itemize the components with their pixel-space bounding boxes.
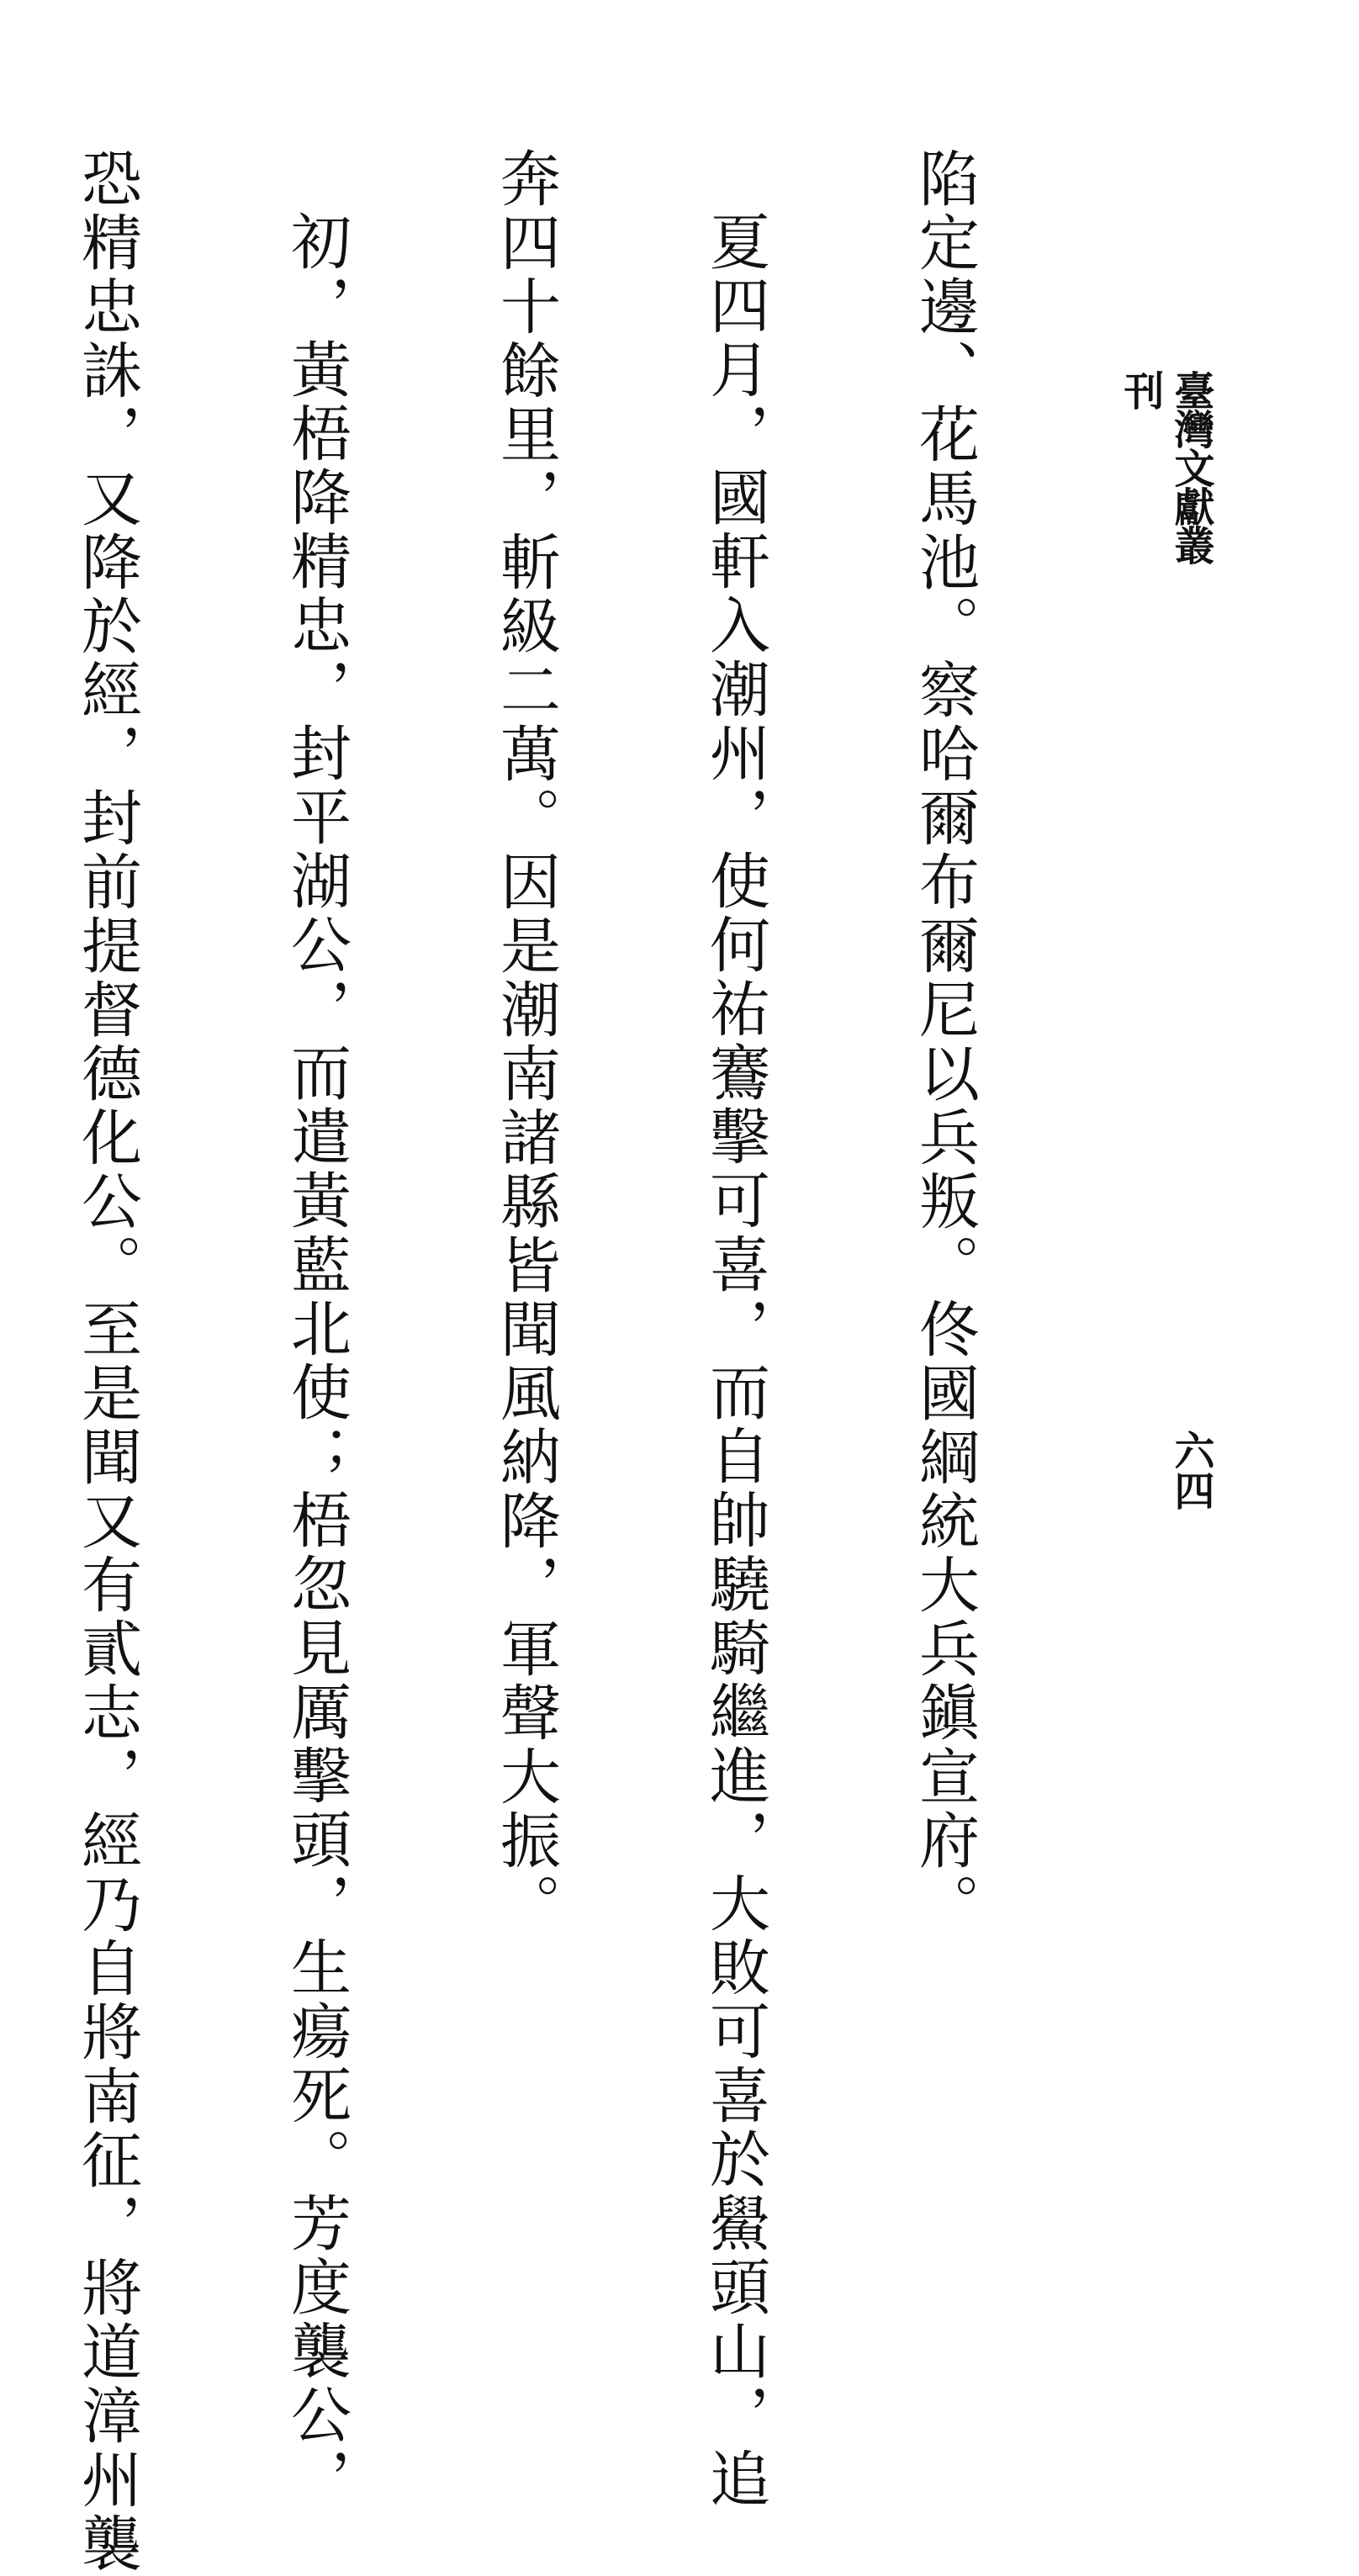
text-column: 初，黃梧降精忠，封平湖公，而遣黃藍北使；梧忽見厲擊頭，生瘍死。芳度襲公， xyxy=(281,210,352,2511)
text-column: 奔四十餘里，斬級二萬。因是潮南諸縣皆聞風納降，軍聲大振。 xyxy=(490,147,561,1937)
text-column: 陷定邊、花馬池。察哈爾布爾尼以兵叛。佟國綱統大兵鎭宣府。 xyxy=(909,147,980,1937)
running-header-title: 臺灣文獻叢刊 xyxy=(1117,370,1214,563)
text-column: 恐精忠誅，又降於經，封前提督德化公。至是聞又有貳志，經乃自將南征，將道漳州襲 xyxy=(71,147,142,2576)
page-number: 六四 xyxy=(1167,1430,1214,1510)
vertical-text-body xyxy=(71,147,1118,2576)
text-column: 夏四月，國軒入潮州，使何祐鶱擊可喜，而自帥驍騎繼進，大敗可喜於鱟頭山，追 xyxy=(700,210,770,2511)
